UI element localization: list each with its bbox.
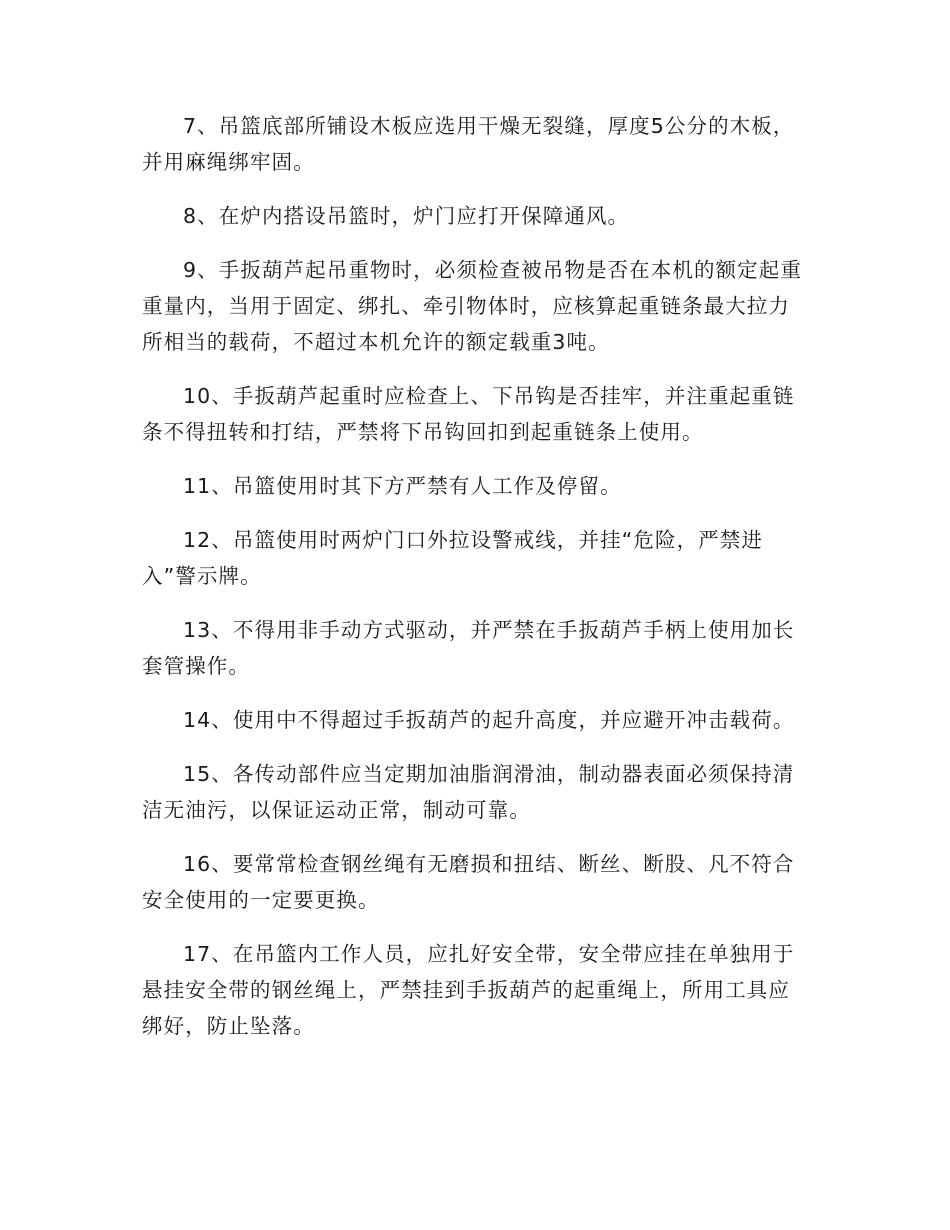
paragraph-item-12: 12、吊篮使用时两炉门口外拉设警戒线，并挂“危险，严禁进入”警示牌。 xyxy=(142,528,764,588)
paragraph-item-13: 13、不得用非手动方式驱动，并严禁在手扳葫芦手柄上使用加长套管操作。 xyxy=(142,618,795,678)
paragraph-item-16: 16、要常常检查钢丝绳有无磨损和扭结、断丝、断股、凡不符合安全使用的一定要更换。 xyxy=(142,852,795,912)
document-body xyxy=(142,108,808,1062)
paragraph-item-8: 8、在炉内搭设吊篮时，炉门应打开保障通风。 xyxy=(183,204,630,228)
paragraph-item-7: 7、吊篮底部所铺设木板应选用干燥无裂缝，厚度5公分的木板，并用麻绳绑牢固。 xyxy=(142,114,795,174)
paragraph-item-9: 9、手扳葫芦起吊重物时，必须检查被吊物是否在本机的额定起重重量内，当用于固定、绑扎、牵引物体时，应核算起重链条最大拉力所相当的载荷，不超过本机允许的额定载重3吨。 xyxy=(142,258,802,354)
paragraph-item-17: 17、在吊篮内工作人员，应扎好安全带，安全带应挂在单独用于悬挂安全带的钢丝绳上，严禁挂到手扳葫芦的起重绳上，所用工具应绑好，防止坠落。 xyxy=(142,942,795,1038)
paragraph-item-11: 11、吊篮使用时其下方严禁有人工作及停留。 xyxy=(183,474,622,498)
paragraph-item-14: 14、使用中不得超过手扳葫芦的起升高度，并应避开冲击载荷。 xyxy=(183,708,795,732)
paragraph-item-15: 15、各传动部件应当定期加油脂润滑油，制动器表面必须保持清洁无油污，以保证运动正常，制动可靠。 xyxy=(142,762,795,822)
paragraph-item-10: 10、手扳葫芦起重时应检查上、下吊钩是否挂牢，并注重起重链条不得扭转和打结，严禁将下吊钩回扣到起重链条上使用。 xyxy=(142,384,795,444)
